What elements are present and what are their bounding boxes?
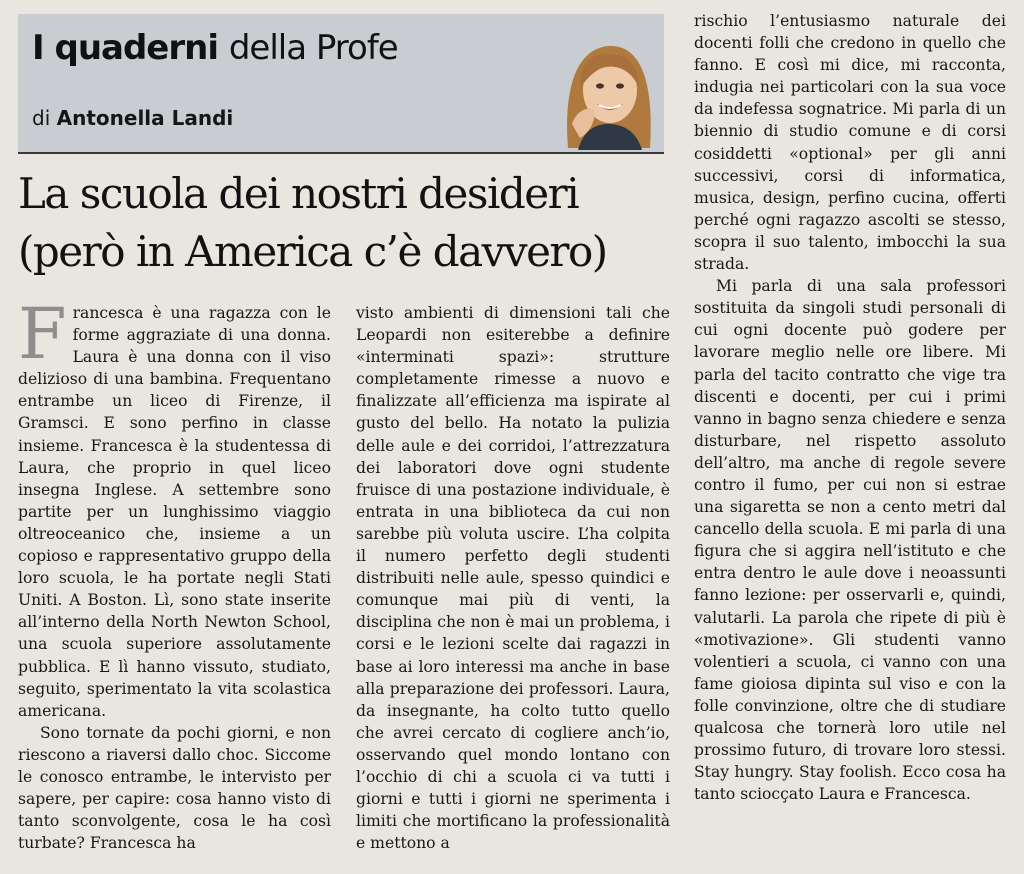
byline (32, 106, 233, 130)
column-title (32, 28, 398, 68)
column-header (18, 14, 664, 154)
author-name: Antonella Landi (56, 106, 234, 130)
byline-prefix: di (32, 106, 51, 130)
headline-line-1: La scuola dei nostri desideri (18, 169, 579, 218)
article-column-2 (356, 302, 670, 862)
paragraph-4: rischio l’entusiasmo naturale dei docenti folli che credono in quello che fanno. E così mi dice, mi racconta, indugia nei particolari con la sua voce da indefessa sognatrice. Mi parla di un biennio di studio comune e di corsi cosiddetti «optional» per gli anni successivi, corsi di informatica, musica, design, perfino cucina, offerti perché ogni ragazzo ascolti se stesso, scopra il suo talento, imbocchi la sua strada. (694, 12, 1006, 274)
column-title-rest: della Profe (228, 28, 398, 68)
paragraph-2: Sono tornate da pochi giorni, e non riescono a riaversi dallo choc. Siccome le conosco entrambe, le intervisto per sapere, per capire: cosa hanno visto di tanto sconvolgente, cosa le ha così turbate? Francesca ha (18, 723, 331, 853)
paragraph-1 (18, 302, 331, 722)
paragraph-1-text: rancesca è una ragazza con le forme aggraziate di una donna. Laura è una donna con il viso delizioso di una bambina. Frequentano entrambe un liceo di Firenze, il Gramsci. E sono perfino in classe insieme. Francesca è la studentessa di Laura, che proprio in quel liceo insegna Inglese. A settembre sono partite per un lunghissimo viaggio oltreoceanico che, insieme a un copioso e rappresentativo gruppo della loro scuola, le ha portate negli Stati Uniti. A Boston. Lì, sono state inserite all’interno della North Newton School, una scuola superiore assolutamente pubblica. E lì hanno vissuto, studiato, seguito, sperimentato la vita scolastica americana. (18, 304, 331, 720)
article-headline (18, 165, 678, 281)
paragraph-5: Mi parla di una sala professori sostituita da singoli studi personali di cui ogni docente può godere per lavorare meglio nelle ore libere. Mi parla del tacito contratto che vige tra discenti e docenti, per cui i primi vanno in bagno senza chiedere e senza disturbare, nel rispetto assoluto dell’altro, ma anche di regole severe contro il fumo, per cui non si estrae una sigaretta se non a cento metri dal cancello della scuola. E mi parla di una figura che si aggira nell’istituto e che entra dentro le aule dove i neoassunti fanno lezione: per osservarli e, quindi, valutarli. La parola che ripete di più è «motivazione». Gli studenti vanno volentieri a scuola, ci vanno con una fame gioiosa dipinta sul viso e con la folle convinzione, oltre che di studiare qualcosa che tornerà loro utile nel prossimo futuro, di trovare loro stessi. Stay hungry. Stay foolish. Ecco cosa ha tanto sciocçato Laura e Francesca. (694, 277, 1006, 804)
paragraph-3: visto ambienti di dimensioni tali che Leopardi non esiterebbe a definire «interminati spazi»: strutture completamente rimesse a nuovo e finalizzate all’efficienza ma ispirate al gusto del bello. Ha notato la pulizia delle aule e dei corridoi, l’attrezzatura dei laboratori dove ogni studente fruisce di una postazione individuale, è entrata in una biblioteca da cui non sarebbe più voluta uscire. L’ha colpita il numero perfetto degli studenti distribuiti nelle aule, spesso quindici e comunque mai più di venti, la disciplina che non è mai un problema, i corsi e le lezioni scelte dai ragazzi in base ai loro interessi ma anche in base alla preparazione dei professori. Laura, da insegnante, ha colto tutto quello che avrei cercato di cogliere anch’io, osservando quel mondo lontano con l’occhio di chi a scuola ci va tutti i giorni e tutti i giorni ne sperimenta i limiti che mortificano la professionalità e mettono a (356, 304, 670, 853)
article-column-3 (694, 10, 1006, 862)
drop-cap: F (18, 302, 67, 375)
column-title-bold: I quaderni (32, 28, 218, 68)
author-photo (550, 28, 660, 150)
article-column-1 (18, 302, 331, 862)
headline-line-2: (però in America c’è davvero) (18, 227, 607, 276)
